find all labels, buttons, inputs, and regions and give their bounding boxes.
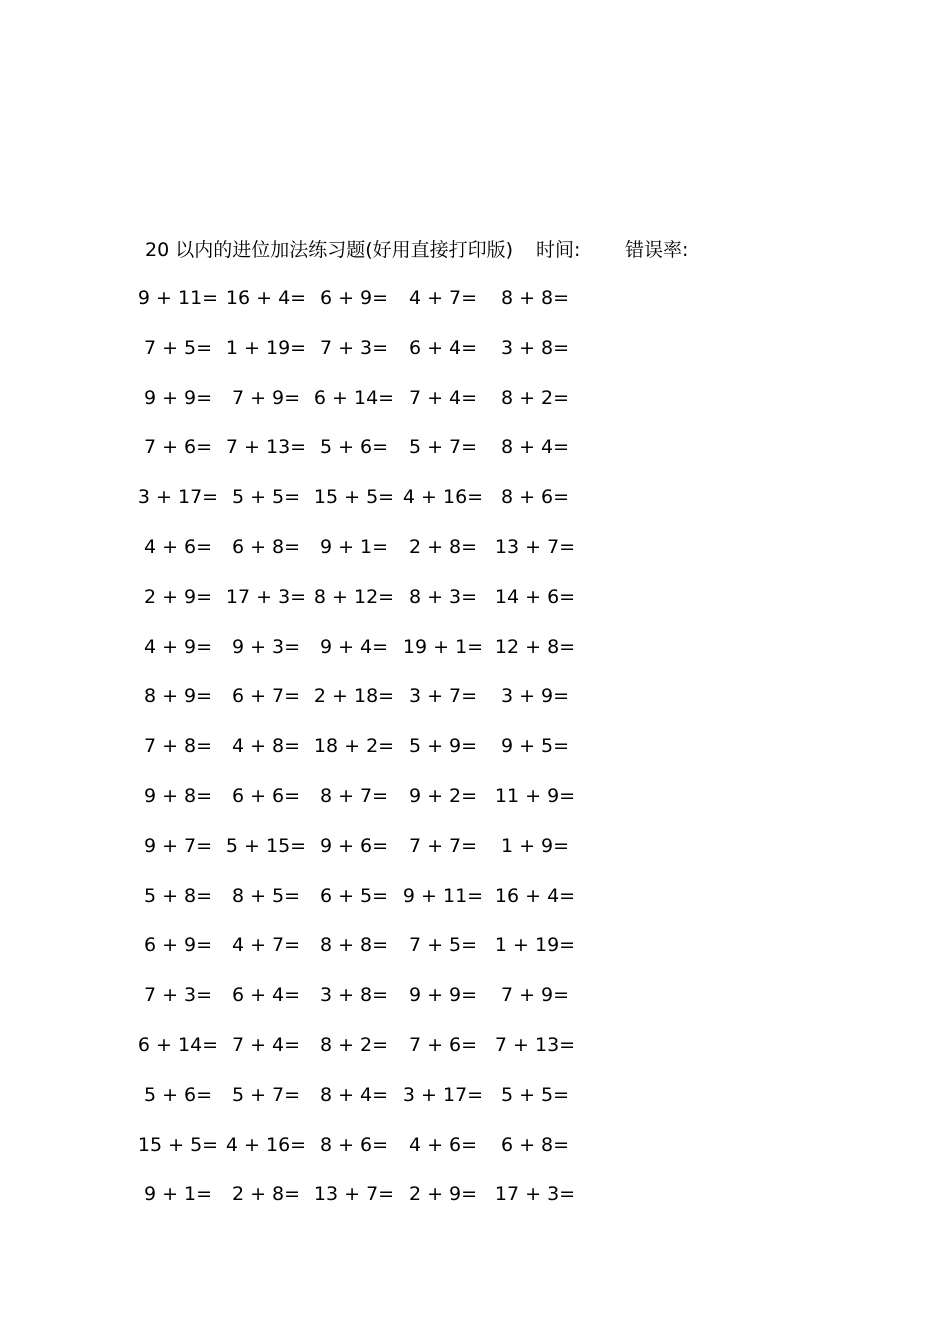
addition-problem: 6 + 7= xyxy=(231,685,301,707)
error-rate-label: 错误率: xyxy=(625,239,689,261)
addition-problem: 5 + 8= xyxy=(143,885,213,907)
addition-problem: 2 + 9= xyxy=(408,1183,478,1205)
addition-problem: 2 + 9= xyxy=(143,586,213,608)
addition-problem: 3 + 17= xyxy=(402,1084,484,1106)
addition-problem: 19 + 1= xyxy=(402,636,484,658)
addition-problem: 6 + 8= xyxy=(500,1134,570,1156)
addition-problem: 9 + 1= xyxy=(143,1183,213,1205)
addition-problem: 5 + 7= xyxy=(231,1084,301,1106)
addition-problem: 8 + 6= xyxy=(319,1134,389,1156)
addition-problem: 8 + 8= xyxy=(319,934,389,956)
addition-problem: 9 + 4= xyxy=(319,636,389,658)
addition-problem: 1 + 19= xyxy=(225,337,307,359)
addition-problem: 9 + 7= xyxy=(143,835,213,857)
addition-problem: 4 + 8= xyxy=(231,735,301,757)
addition-problem: 9 + 8= xyxy=(143,785,213,807)
addition-problem: 7 + 9= xyxy=(231,387,301,409)
addition-problem: 9 + 1= xyxy=(319,536,389,558)
addition-problem: 7 + 4= xyxy=(408,387,478,409)
addition-problem: 2 + 8= xyxy=(231,1183,301,1205)
addition-problem: 5 + 6= xyxy=(143,1084,213,1106)
addition-problem: 14 + 6= xyxy=(494,586,576,608)
addition-problem: 5 + 7= xyxy=(408,436,478,458)
addition-problem: 7 + 8= xyxy=(143,735,213,757)
addition-problem: 9 + 9= xyxy=(143,387,213,409)
addition-problem: 18 + 2= xyxy=(313,735,395,757)
addition-problem: 9 + 5= xyxy=(500,735,570,757)
addition-problem: 9 + 9= xyxy=(408,984,478,1006)
addition-problem: 9 + 11= xyxy=(402,885,484,907)
addition-problem: 4 + 16= xyxy=(402,486,484,508)
addition-problem: 5 + 15= xyxy=(225,835,307,857)
addition-problem: 8 + 5= xyxy=(231,885,301,907)
addition-problem: 8 + 2= xyxy=(319,1034,389,1056)
addition-problem: 8 + 6= xyxy=(500,486,570,508)
addition-problem: 8 + 4= xyxy=(500,436,570,458)
addition-problem: 8 + 7= xyxy=(319,785,389,807)
addition-problem: 3 + 7= xyxy=(408,685,478,707)
addition-problem: 6 + 5= xyxy=(319,885,389,907)
addition-problem: 6 + 9= xyxy=(143,934,213,956)
addition-problem: 6 + 6= xyxy=(231,785,301,807)
addition-problem: 3 + 9= xyxy=(500,685,570,707)
addition-problem: 5 + 5= xyxy=(500,1084,570,1106)
addition-problem: 6 + 14= xyxy=(313,387,395,409)
worksheet-title: 20 以内的进位加法练习题(好用直接打印版) xyxy=(145,239,514,261)
addition-problem: 6 + 14= xyxy=(137,1034,219,1056)
addition-problem: 8 + 12= xyxy=(313,586,395,608)
addition-problem: 5 + 5= xyxy=(231,486,301,508)
addition-problem: 4 + 16= xyxy=(225,1134,307,1156)
addition-problem: 3 + 17= xyxy=(137,486,219,508)
addition-problem: 7 + 6= xyxy=(408,1034,478,1056)
addition-problem: 7 + 13= xyxy=(494,1034,576,1056)
addition-problem: 8 + 8= xyxy=(500,287,570,309)
addition-problem: 1 + 19= xyxy=(494,934,576,956)
addition-problem: 4 + 6= xyxy=(408,1134,478,1156)
addition-problem: 3 + 8= xyxy=(319,984,389,1006)
addition-problem: 17 + 3= xyxy=(225,586,307,608)
addition-problem: 4 + 9= xyxy=(143,636,213,658)
time-label: 时间: xyxy=(536,239,581,261)
addition-problem: 8 + 9= xyxy=(143,685,213,707)
addition-problem: 6 + 4= xyxy=(408,337,478,359)
addition-problem: 2 + 18= xyxy=(313,685,395,707)
addition-problem: 13 + 7= xyxy=(494,536,576,558)
addition-problem: 13 + 7= xyxy=(313,1183,395,1205)
addition-problem: 11 + 9= xyxy=(494,785,576,807)
addition-problem: 9 + 2= xyxy=(408,785,478,807)
addition-problem: 9 + 6= xyxy=(319,835,389,857)
addition-problem: 1 + 9= xyxy=(500,835,570,857)
addition-problem: 7 + 9= xyxy=(500,984,570,1006)
addition-problem: 9 + 3= xyxy=(231,636,301,658)
addition-problem: 4 + 7= xyxy=(408,287,478,309)
addition-problem: 9 + 11= xyxy=(137,287,219,309)
addition-problem: 8 + 4= xyxy=(319,1084,389,1106)
addition-problem: 8 + 3= xyxy=(408,586,478,608)
addition-problem: 6 + 4= xyxy=(231,984,301,1006)
addition-problem: 5 + 6= xyxy=(319,436,389,458)
addition-problem: 7 + 3= xyxy=(319,337,389,359)
addition-problem: 7 + 5= xyxy=(408,934,478,956)
addition-problem: 6 + 8= xyxy=(231,536,301,558)
addition-problem: 7 + 3= xyxy=(143,984,213,1006)
addition-problem: 8 + 2= xyxy=(500,387,570,409)
addition-problem: 4 + 7= xyxy=(231,934,301,956)
addition-problem: 4 + 6= xyxy=(143,536,213,558)
addition-problem: 6 + 9= xyxy=(319,287,389,309)
addition-problem: 15 + 5= xyxy=(313,486,395,508)
addition-problem: 17 + 3= xyxy=(494,1183,576,1205)
addition-problem: 7 + 5= xyxy=(143,337,213,359)
addition-problem: 16 + 4= xyxy=(494,885,576,907)
addition-problem: 5 + 9= xyxy=(408,735,478,757)
addition-problem: 7 + 6= xyxy=(143,436,213,458)
addition-problem: 3 + 8= xyxy=(500,337,570,359)
addition-problem: 12 + 8= xyxy=(494,636,576,658)
addition-problem: 7 + 13= xyxy=(225,436,307,458)
addition-problem: 7 + 4= xyxy=(231,1034,301,1056)
addition-problem: 2 + 8= xyxy=(408,536,478,558)
addition-problem: 16 + 4= xyxy=(225,287,307,309)
addition-problem: 15 + 5= xyxy=(137,1134,219,1156)
addition-problem: 7 + 7= xyxy=(408,835,478,857)
